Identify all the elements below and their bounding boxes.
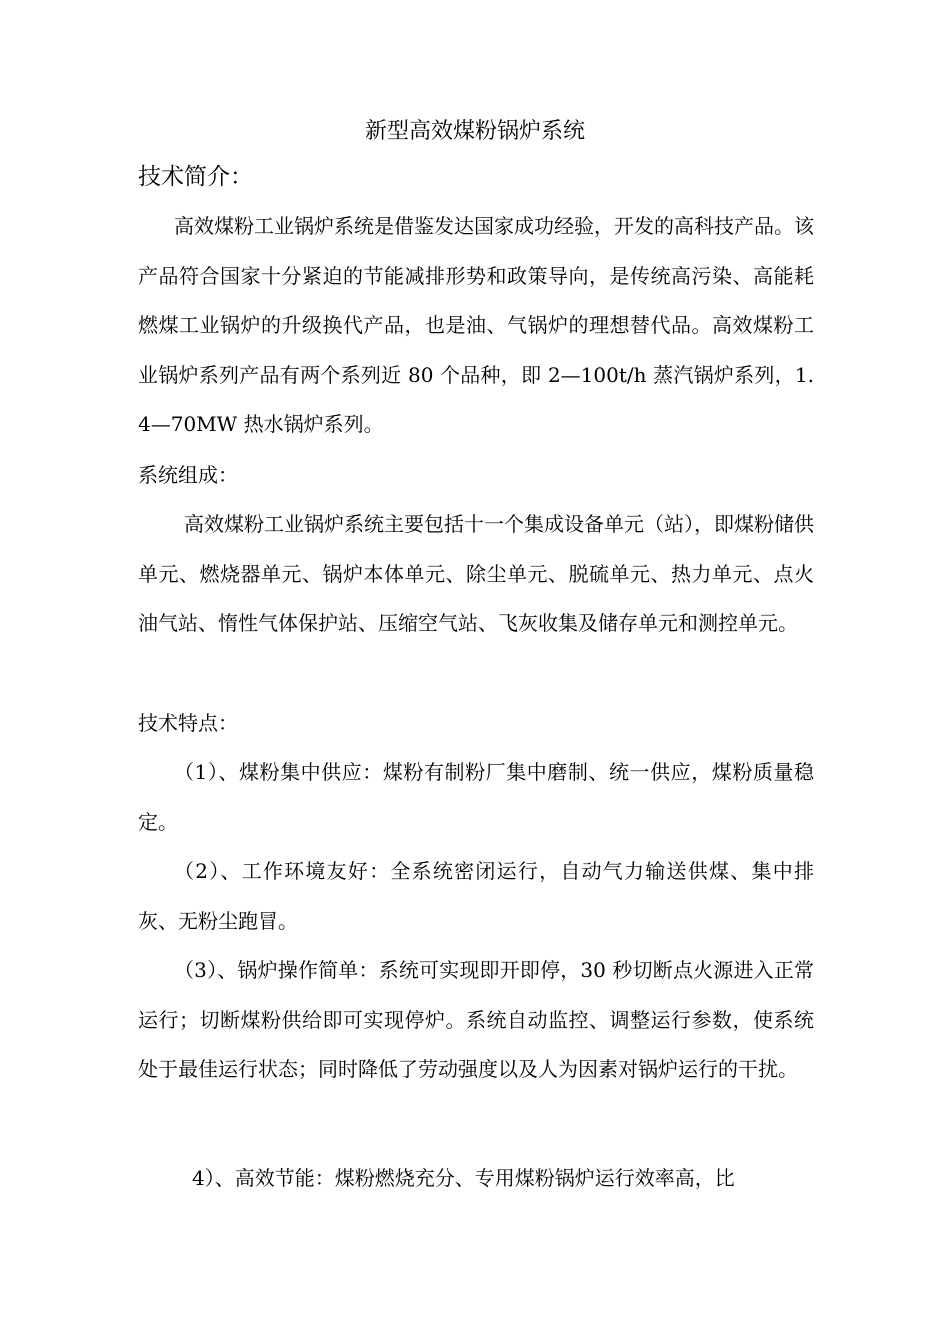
paragraph-feature-1: （1）、煤粉集中供应：煤粉有制粉厂集中磨制、统一供应，煤粉质量稳定。 bbox=[138, 760, 814, 834]
paragraph-feature-3: （3）、锅炉操作简单：系统可实现即开即停，30 秒切断点火源进入正常运行；切断煤粉供给即可实现停炉。系统自动监控、调整运行参数，使系统处于最佳运行状态；同时降低了劳动强度以及人为因素对锅炉运行的干扰。 bbox=[138, 958, 814, 1081]
paragraph-feature-2: （2）、工作环境友好：全系统密闭运行，自动气力输送供煤、集中排灰、无粉尘跑冒。 bbox=[138, 859, 814, 933]
document-title: 新型高效煤粉锅炉系统 bbox=[364, 119, 585, 144]
section-heading-features: 技术特点： bbox=[138, 711, 238, 735]
paragraph-intro: 高效煤粉工业锅炉系统是借鉴发达国家成功经验，开发的高科技产品。该产品符合国家十分紧迫的节能减排形势和政策导向，是传统高污染、高能耗燃煤工业锅炉的升级换代产品，也是油、气锅炉的理想替代品。高效煤粉工业锅炉系列产品有两个系列近 80 个品种，即 2—100t/h 蒸汽锅炉系列，1.4—70MW 热水锅炉系列。 bbox=[138, 214, 814, 436]
section-heading-composition: 系统组成： bbox=[138, 463, 238, 487]
section-heading-intro: 技术简介： bbox=[138, 164, 253, 190]
paragraph-composition: 高效煤粉工业锅炉系统主要包括十一个集成设备单元（站），即煤粉储供单元、燃烧器单元、锅炉本体单元、除尘单元、脱硫单元、热力单元、点火油气站、惰性气体保护站、压缩空气站、飞灰收集及储存单元和测控单元。 bbox=[138, 512, 814, 635]
paragraph-feature-4: 4）、高效节能：煤粉燃烧充分、专用煤粉锅炉运行效率高，比 bbox=[192, 1166, 735, 1190]
